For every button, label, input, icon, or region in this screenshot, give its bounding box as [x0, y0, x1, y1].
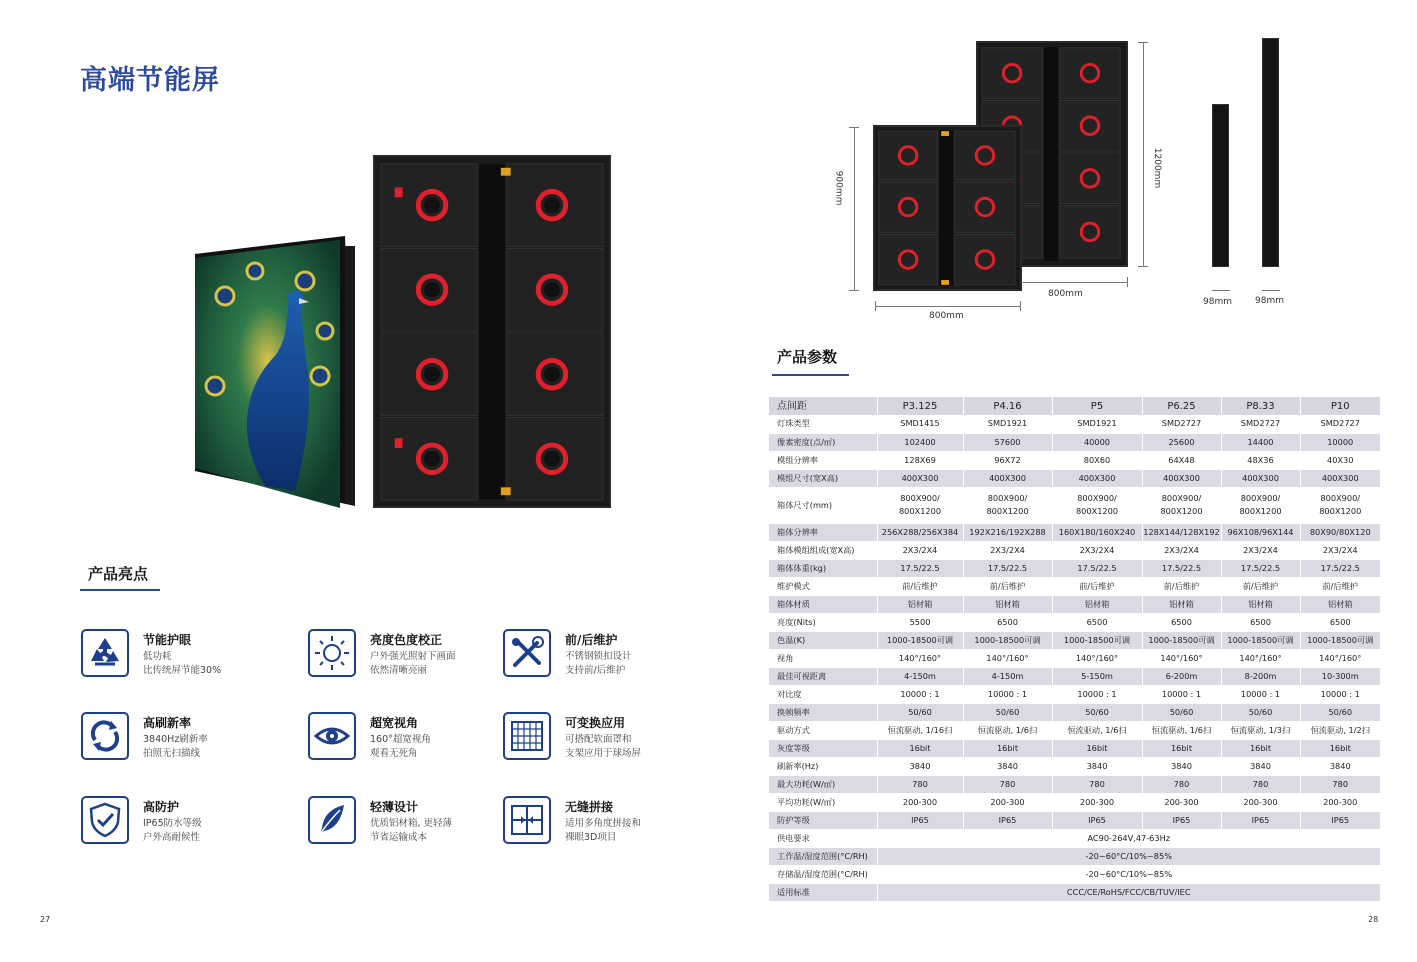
- spec-cell: SMD2727: [1221, 415, 1300, 433]
- spec-cell: 140°/160°: [1221, 649, 1300, 667]
- spec-cell: 400X300: [963, 469, 1052, 487]
- spec-cell: 780: [1142, 775, 1221, 793]
- spec-cell: 6-200m: [1142, 667, 1221, 685]
- spec-cell: 前/后维护: [877, 577, 963, 595]
- spec-cell: 1000-18500可调: [963, 631, 1052, 649]
- spec-row: [769, 559, 1380, 577]
- spec-row-label: 最佳可视距离: [769, 667, 877, 685]
- spec-row: [769, 811, 1380, 829]
- spec-cell: 2X3/2X4: [963, 541, 1052, 559]
- spec-cell: 5500: [877, 613, 963, 631]
- spec-cell: 96X108/96X144: [1221, 523, 1300, 541]
- feature-seamless-splicing: 无缝拼接 适用多角度拼接和 裸眼3D项目: [503, 796, 703, 846]
- spec-cell: 160X180/160X240: [1052, 523, 1142, 541]
- spec-cell: 1000-18500可调: [877, 631, 963, 649]
- spec-header-model: P3.125: [877, 397, 963, 415]
- spec-cell: 3840: [877, 757, 963, 775]
- spec-cell: 铝材箱: [1142, 595, 1221, 613]
- spec-row-label: 亮度(Nits): [769, 613, 877, 631]
- spec-cell: 50/60: [1052, 703, 1142, 721]
- feature-slim-design: 轻薄设计 优质铝材箱, 更轻薄 节省运输成本: [308, 796, 508, 846]
- spec-row: [769, 703, 1380, 721]
- profile-1200-image: [1262, 38, 1279, 267]
- spec-cell: 6500: [1142, 613, 1221, 631]
- spec-cell: 140°/160°: [1142, 649, 1221, 667]
- eye-icon: [308, 712, 356, 760]
- spec-cell: 铝材箱: [963, 595, 1052, 613]
- dim-label-900: 900mm: [833, 170, 844, 206]
- dim-line-800-big: [1021, 282, 1127, 283]
- spec-span-row: [769, 829, 1380, 847]
- spec-cell: 800X900/ 800X1200: [1221, 487, 1300, 523]
- spec-cell: 256X288/256X384: [877, 523, 963, 541]
- spec-row: [769, 469, 1380, 487]
- spec-cell: 10000 : 1: [1142, 685, 1221, 703]
- spec-row: [769, 433, 1380, 451]
- params-heading: 产品参数: [777, 346, 837, 367]
- spec-cell: 50/60: [1300, 703, 1380, 721]
- spec-cell: 80X60: [1052, 451, 1142, 469]
- feature-wide-viewing-angle: 超宽视角 160°超宽视角 观看无死角: [308, 712, 508, 762]
- spec-row-label: 箱体分辨率: [769, 523, 877, 541]
- spec-row: [769, 793, 1380, 811]
- spec-cell: 96X72: [963, 451, 1052, 469]
- spec-row-label: 像素密度(点/㎡): [769, 433, 877, 451]
- spec-cell: 14400: [1221, 433, 1300, 451]
- dim-line-900: [854, 127, 855, 290]
- spec-cell: 铝材箱: [1300, 595, 1380, 613]
- dim-label-1200: 1200mm: [1152, 147, 1163, 189]
- page-title: 高端节能屏: [80, 65, 220, 96]
- spec-cell: 前/后维护: [963, 577, 1052, 595]
- refresh-icon: [81, 712, 129, 760]
- spec-cell: 3840: [1142, 757, 1221, 775]
- spec-cell: 2X3/2X4: [1052, 541, 1142, 559]
- spec-cell: 40X30: [1300, 451, 1380, 469]
- spec-cell: 800X900/ 800X1200: [1142, 487, 1221, 523]
- spec-row-label: 灰度等级: [769, 739, 877, 757]
- spec-header-label: 点间距: [769, 397, 877, 415]
- spec-cell: 400X300: [1052, 469, 1142, 487]
- spec-row-label: 箱体模组组成(宽X高): [769, 541, 877, 559]
- spec-row: [769, 523, 1380, 541]
- spec-cell: IP65: [1221, 811, 1300, 829]
- spec-cell: 10000 : 1: [1052, 685, 1142, 703]
- spec-row: [769, 577, 1380, 595]
- spec-cell: 铝材箱: [1052, 595, 1142, 613]
- spec-cell: SMD2727: [1142, 415, 1221, 433]
- spec-cell: 16bit: [1142, 739, 1221, 757]
- spec-row-label: 模组分辨率: [769, 451, 877, 469]
- page-number-right: 28: [1368, 915, 1379, 924]
- spec-cell: 50/60: [877, 703, 963, 721]
- spec-cell: 6500: [1052, 613, 1142, 631]
- feather-icon: [308, 796, 356, 844]
- spec-cell: 16bit: [1052, 739, 1142, 757]
- spec-cell: 3840: [1300, 757, 1380, 775]
- dim-line-800-small: [875, 306, 1021, 307]
- spec-row: [769, 739, 1380, 757]
- spec-cell: 16bit: [963, 739, 1052, 757]
- spec-cell: 780: [1221, 775, 1300, 793]
- spec-row-label: 最大功耗(W/㎡): [769, 775, 877, 793]
- spec-row-label: 工作温/湿度范围(°C/RH): [769, 847, 877, 865]
- spec-row-label: 换帧频率: [769, 703, 877, 721]
- spec-cell: 800X900/ 800X1200: [1300, 487, 1380, 523]
- spec-row-label: 灯珠类型: [769, 415, 877, 433]
- profile-900-image: [1212, 104, 1229, 267]
- spec-header-model: P6.25: [1142, 397, 1221, 415]
- spec-cell: 4-150m: [877, 667, 963, 685]
- sun-icon: [308, 629, 356, 677]
- spec-cell: 1000-18500可调: [1300, 631, 1380, 649]
- page-number-left: 27: [40, 915, 51, 924]
- spec-cell: 6500: [1300, 613, 1380, 631]
- cabinet-900-image: [873, 125, 1022, 291]
- spec-cell: 恒流驱动, 1/2扫: [1300, 721, 1380, 739]
- spec-cell: 2X3/2X4: [1221, 541, 1300, 559]
- spec-header-model: P10: [1300, 397, 1380, 415]
- spec-cell: SMD1921: [1052, 415, 1142, 433]
- spec-cell: 102400: [877, 433, 963, 451]
- spec-cell: 25600: [1142, 433, 1221, 451]
- spec-cell: 192X216/192X288: [963, 523, 1052, 541]
- spec-row: [769, 757, 1380, 775]
- spec-cell: 200-300: [963, 793, 1052, 811]
- spec-span-value: -20~60°C/10%~85%: [877, 847, 1380, 865]
- spec-cell: 48X36: [1221, 451, 1300, 469]
- feature-energy-saving: 节能护眼 低功耗 比传统屏节能30%: [81, 629, 281, 679]
- spec-cell: 17.5/22.5: [1300, 559, 1380, 577]
- spec-cell: SMD1921: [963, 415, 1052, 433]
- spec-cell: 140°/160°: [1052, 649, 1142, 667]
- dim-label-98-a: 98mm: [1203, 297, 1232, 307]
- spec-row-label: 维护模式: [769, 577, 877, 595]
- spec-cell: 3840: [963, 757, 1052, 775]
- spec-cell: IP65: [963, 811, 1052, 829]
- spec-cell: 1000-18500可调: [1052, 631, 1142, 649]
- spec-cell: 80X90/80X120: [1300, 523, 1380, 541]
- spec-row-label: 存储温/湿度范围(°C/RH): [769, 865, 877, 883]
- spec-cell: 恒流驱动, 1/6扫: [1142, 721, 1221, 739]
- dim-line-1200: [1143, 42, 1144, 266]
- highlights-heading: 产品亮点: [88, 563, 148, 584]
- spec-cell: 16bit: [1300, 739, 1380, 757]
- spec-span-value: -20~60°C/10%~85%: [877, 865, 1380, 883]
- spec-cell: 140°/160°: [963, 649, 1052, 667]
- spec-cell: 铝材箱: [877, 595, 963, 613]
- spec-cell: 2X3/2X4: [1142, 541, 1221, 559]
- spec-span-row: [769, 883, 1380, 901]
- spec-cell: 4-150m: [963, 667, 1052, 685]
- spec-cell: 17.5/22.5: [877, 559, 963, 577]
- spec-cell: IP65: [1300, 811, 1380, 829]
- spec-cell: 10-300m: [1300, 667, 1380, 685]
- spec-cell: 5-150m: [1052, 667, 1142, 685]
- dim-label-800-small: 800mm: [929, 311, 964, 321]
- splice-icon: [503, 796, 551, 844]
- spec-cell: 128X144/128X192: [1142, 523, 1221, 541]
- spec-cell: 6500: [963, 613, 1052, 631]
- spec-cell: 400X300: [877, 469, 963, 487]
- spec-cell: 400X300: [1300, 469, 1380, 487]
- spec-row: [769, 649, 1380, 667]
- spec-row-label: 箱体尺寸(mm): [769, 487, 877, 523]
- spec-row-label: 平均功耗(W/㎡): [769, 793, 877, 811]
- spec-row-label: 模组尺寸(宽X高): [769, 469, 877, 487]
- spec-cell: 恒流驱动, 1/6扫: [1052, 721, 1142, 739]
- spec-cell: 140°/160°: [877, 649, 963, 667]
- spec-cell: 40000: [1052, 433, 1142, 451]
- spec-cell: 64X48: [1142, 451, 1221, 469]
- spec-span-row: [769, 847, 1380, 865]
- back-panel-image: [373, 155, 611, 508]
- spec-cell: 17.5/22.5: [1221, 559, 1300, 577]
- spec-cell: 200-300: [877, 793, 963, 811]
- spec-cell: 3840: [1052, 757, 1142, 775]
- spec-cell: 780: [963, 775, 1052, 793]
- front-panel-image: [195, 236, 355, 514]
- spec-span-row: [769, 865, 1380, 883]
- spec-cell: 10000 : 1: [1221, 685, 1300, 703]
- tools-icon: [503, 629, 551, 677]
- spec-cell: 17.5/22.5: [963, 559, 1052, 577]
- spec-cell: 57600: [963, 433, 1052, 451]
- spec-cell: 前/后维护: [1142, 577, 1221, 595]
- spec-header-model: P8.33: [1221, 397, 1300, 415]
- spec-cell: 铝材箱: [1221, 595, 1300, 613]
- spec-cell: 200-300: [1300, 793, 1380, 811]
- spec-row-label: 箱体材质: [769, 595, 877, 613]
- feature-flexible-application: 可变换应用 可搭配软面罩和 支架应用于球场屏: [503, 712, 703, 762]
- spec-header-model: P5: [1052, 397, 1142, 415]
- spec-row-label: 对比度: [769, 685, 877, 703]
- spec-cell: 400X300: [1221, 469, 1300, 487]
- spec-cell: 恒流驱动, 1/16扫: [877, 721, 963, 739]
- spec-row: [769, 631, 1380, 649]
- spec-cell: 8-200m: [1221, 667, 1300, 685]
- spec-cell: SMD2727: [1300, 415, 1380, 433]
- feature-high-refresh: 高刷新率 3840Hz刷新率 拍照无扫描线: [81, 712, 281, 762]
- recycle-icon: [81, 629, 129, 677]
- spec-cell: 16bit: [1221, 739, 1300, 757]
- spec-row: [769, 541, 1380, 559]
- spec-span-value: AC90-264V,47-63Hz: [877, 829, 1380, 847]
- spec-cell: 10000 : 1: [1300, 685, 1380, 703]
- spec-row-label: 适用标准: [769, 883, 877, 901]
- spec-cell: 前/后维护: [1300, 577, 1380, 595]
- spec-row: [769, 451, 1380, 469]
- spec-cell: IP65: [877, 811, 963, 829]
- spec-row: [769, 721, 1380, 739]
- spec-cell: IP65: [1052, 811, 1142, 829]
- grid-icon: [503, 712, 551, 760]
- spec-cell: 140°/160°: [1300, 649, 1380, 667]
- spec-cell: 6500: [1221, 613, 1300, 631]
- spec-cell: 780: [1300, 775, 1380, 793]
- spec-row: [769, 595, 1380, 613]
- spec-cell: 780: [877, 775, 963, 793]
- spec-cell: 128X69: [877, 451, 963, 469]
- spec-cell: 800X900/ 800X1200: [1052, 487, 1142, 523]
- spec-cell: 10000 : 1: [877, 685, 963, 703]
- spec-row-label: 色温(K): [769, 631, 877, 649]
- spec-cell: 17.5/22.5: [1142, 559, 1221, 577]
- spec-header-model: P4.16: [963, 397, 1052, 415]
- spec-cell: 800X900/ 800X1200: [963, 487, 1052, 523]
- feature-front-rear-maintenance: 前/后维护 不锈钢锁扣设计 支持前/后维护: [503, 629, 703, 679]
- feature-brightness-calibration: 亮度色度校正 户外强光照射下画面 依然清晰亮丽: [308, 629, 508, 679]
- shield-check-icon: [81, 796, 129, 844]
- spec-row-label: 箱体体重(kg): [769, 559, 877, 577]
- spec-cell: IP65: [1142, 811, 1221, 829]
- spec-cell: 16bit: [877, 739, 963, 757]
- spec-cell: SMD1415: [877, 415, 963, 433]
- spec-cell: 前/后维护: [1221, 577, 1300, 595]
- spec-header-row: [769, 397, 1380, 415]
- spec-row-label: 防护等级: [769, 811, 877, 829]
- spec-row: [769, 415, 1380, 433]
- spec-cell: 800X900/ 800X1200: [877, 487, 963, 523]
- spec-row: [769, 667, 1380, 685]
- spec-cell: 400X300: [1142, 469, 1221, 487]
- spec-row: [769, 775, 1380, 793]
- spec-row-label: 供电要求: [769, 829, 877, 847]
- spec-cell: 200-300: [1052, 793, 1142, 811]
- spec-row-label: 驱动方式: [769, 721, 877, 739]
- spec-table: [769, 397, 1380, 902]
- spec-cell: 50/60: [963, 703, 1052, 721]
- spec-cell: 3840: [1221, 757, 1300, 775]
- spec-cell: 200-300: [1142, 793, 1221, 811]
- spec-cell: 1000-18500可调: [1221, 631, 1300, 649]
- feature-high-protection: 高防护 IP65防水等级 户外高耐候性: [81, 796, 281, 846]
- spec-cell: 恒流驱动, 1/6扫: [963, 721, 1052, 739]
- spec-row-label: 刷新率(Hz): [769, 757, 877, 775]
- spec-cell: 10000 : 1: [963, 685, 1052, 703]
- spec-cell: 200-300: [1221, 793, 1300, 811]
- spec-cell: 前/后维护: [1052, 577, 1142, 595]
- right-page: [709, 0, 1417, 962]
- spec-cell: 1000-18500可调: [1142, 631, 1221, 649]
- spec-row: [769, 685, 1380, 703]
- params-underline: [772, 374, 849, 376]
- spec-cell: 2X3/2X4: [877, 541, 963, 559]
- spec-span-value: CCC/CE/RoHS/FCC/CB/TUV/IEC: [877, 883, 1380, 901]
- spec-cell: 恒流驱动, 1/3扫: [1221, 721, 1300, 739]
- spec-cell: 50/60: [1221, 703, 1300, 721]
- dim-label-800-big: 800mm: [1048, 289, 1083, 299]
- left-page: [0, 0, 708, 962]
- spec-cell: 2X3/2X4: [1300, 541, 1380, 559]
- spec-cell: 17.5/22.5: [1052, 559, 1142, 577]
- spec-cell: 50/60: [1142, 703, 1221, 721]
- dim-label-98-b: 98mm: [1255, 296, 1284, 306]
- highlights-underline: [80, 589, 160, 591]
- spec-row-label: 视角: [769, 649, 877, 667]
- spec-cell: 10000: [1300, 433, 1380, 451]
- spec-row: [769, 487, 1380, 523]
- spec-row: [769, 613, 1380, 631]
- spec-cell: 780: [1052, 775, 1142, 793]
